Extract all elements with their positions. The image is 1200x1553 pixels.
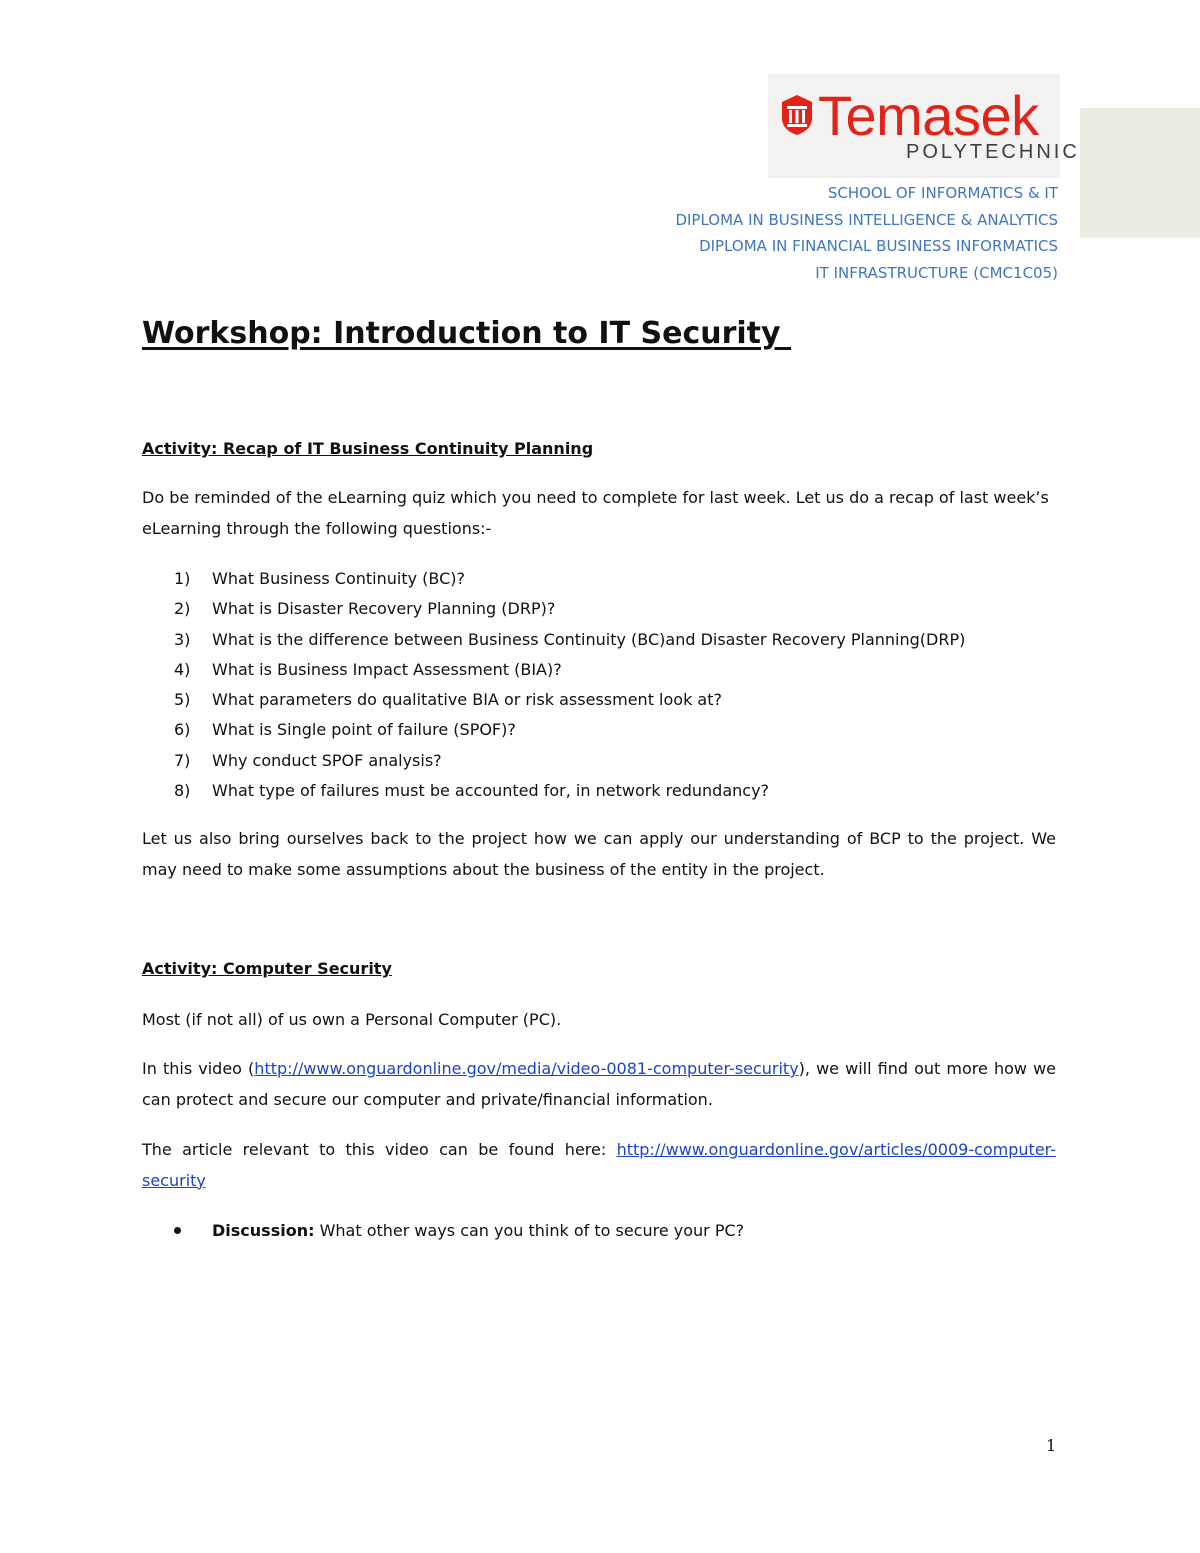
activity-recap-closing: Let us also bring ourselves back to the project how we can apply our understanding of BCP to the project. We may need to make some assumptions about the business of the entity in the project.: [142, 829, 1056, 879]
activity-security-p3: [142, 1135, 1056, 1196]
question-text: What is Disaster Recovery Planning (DRP)?: [212, 599, 556, 619]
question-number: 5): [174, 690, 191, 710]
question-text: What type of failures must be accounted for, in network redundancy?: [212, 781, 770, 801]
list-item: [142, 776, 1056, 806]
list-item: [142, 685, 1056, 715]
question-number: 3): [174, 629, 191, 649]
activity-security-p2: [142, 1054, 1056, 1115]
question-text: What parameters do qualitative BIA or risk assessment look at?: [212, 690, 722, 710]
discussion-text: [212, 1216, 744, 1246]
diploma-bia: DIPLOMA IN BUSINESS INTELLIGENCE & ANALYTICS: [675, 210, 1058, 229]
activity-security-heading: Activity: Computer Security: [142, 959, 392, 978]
question-number: 8): [174, 781, 191, 801]
question-number: 1): [174, 569, 191, 588]
logo-wordmark: Temasek: [818, 84, 1039, 147]
temasek-polytechnic-logo: [768, 74, 1080, 178]
module-name: IT INFRASTRUCTURE (CMC1C05): [815, 263, 1058, 282]
question-text: What Business Continuity (BC)?: [212, 569, 465, 588]
activity-recap-heading: Activity: Recap of IT Business Continuity Planning: [142, 439, 594, 458]
activity-recap-intro: Do be reminded of the eLearning quiz which you need to complete for last week. Let us do a recap of last week’s eLearning through the following questions:-: [142, 488, 1049, 538]
question-number: 4): [174, 659, 191, 679]
list-item: [142, 655, 1056, 685]
list-item: [142, 715, 1056, 745]
list-item: [142, 564, 1056, 594]
school-name: SCHOOL OF INFORMATICS & IT: [827, 184, 1058, 202]
temasek-emblem-icon: [780, 94, 814, 136]
recap-question-list: [142, 564, 1056, 806]
diploma-fbi: DIPLOMA IN FINANCIAL BUSINESS INFORMATICS: [699, 237, 1058, 255]
video-link[interactable]: http://www.onguardonline.gov/media/video-0081-computer-security: [254, 1059, 799, 1078]
discussion-question: What other ways can you think of to secure your PC?: [314, 1221, 745, 1240]
video-outro-text: ), we will find out more how we can protect and secure our computer and private/financial information.: [142, 1059, 1056, 1109]
video-intro-text: In this video (: [142, 1059, 255, 1078]
discussion-label: Discussion:: [212, 1221, 315, 1240]
question-text: What is Business Impact Assessment (BIA)?: [212, 659, 562, 679]
question-number: 6): [174, 720, 191, 740]
article-link[interactable]: http://www.onguardonline.gov/articles/0009-computer-security: [142, 1140, 1056, 1190]
question-text: Why conduct SPOF analysis?: [212, 750, 442, 770]
list-item: [142, 594, 1056, 624]
bullet-icon: [174, 1227, 181, 1234]
activity-security-p1: Most (if not all) of us own a Personal Computer (PC).: [142, 1010, 562, 1029]
article-intro-text: The article relevant to this video can be found here:: [142, 1140, 617, 1159]
question-text: What is Single point of failure (SPOF)?: [212, 720, 516, 740]
page-corner-tab: [1080, 108, 1200, 238]
school-info-block: [675, 180, 1058, 286]
list-item: [142, 746, 1056, 776]
question-number: 2): [174, 599, 191, 619]
logo-subtitle: POLYTECHNIC: [906, 141, 1080, 163]
page-number: 1: [1046, 1436, 1057, 1455]
question-number: 7): [174, 750, 191, 770]
page-title: Workshop: Introduction to IT Security: [142, 316, 792, 351]
question-text: What is the difference between Business Continuity (BC)and Disaster Recovery Planning(DRP): [212, 629, 966, 649]
list-item: [142, 625, 1056, 655]
